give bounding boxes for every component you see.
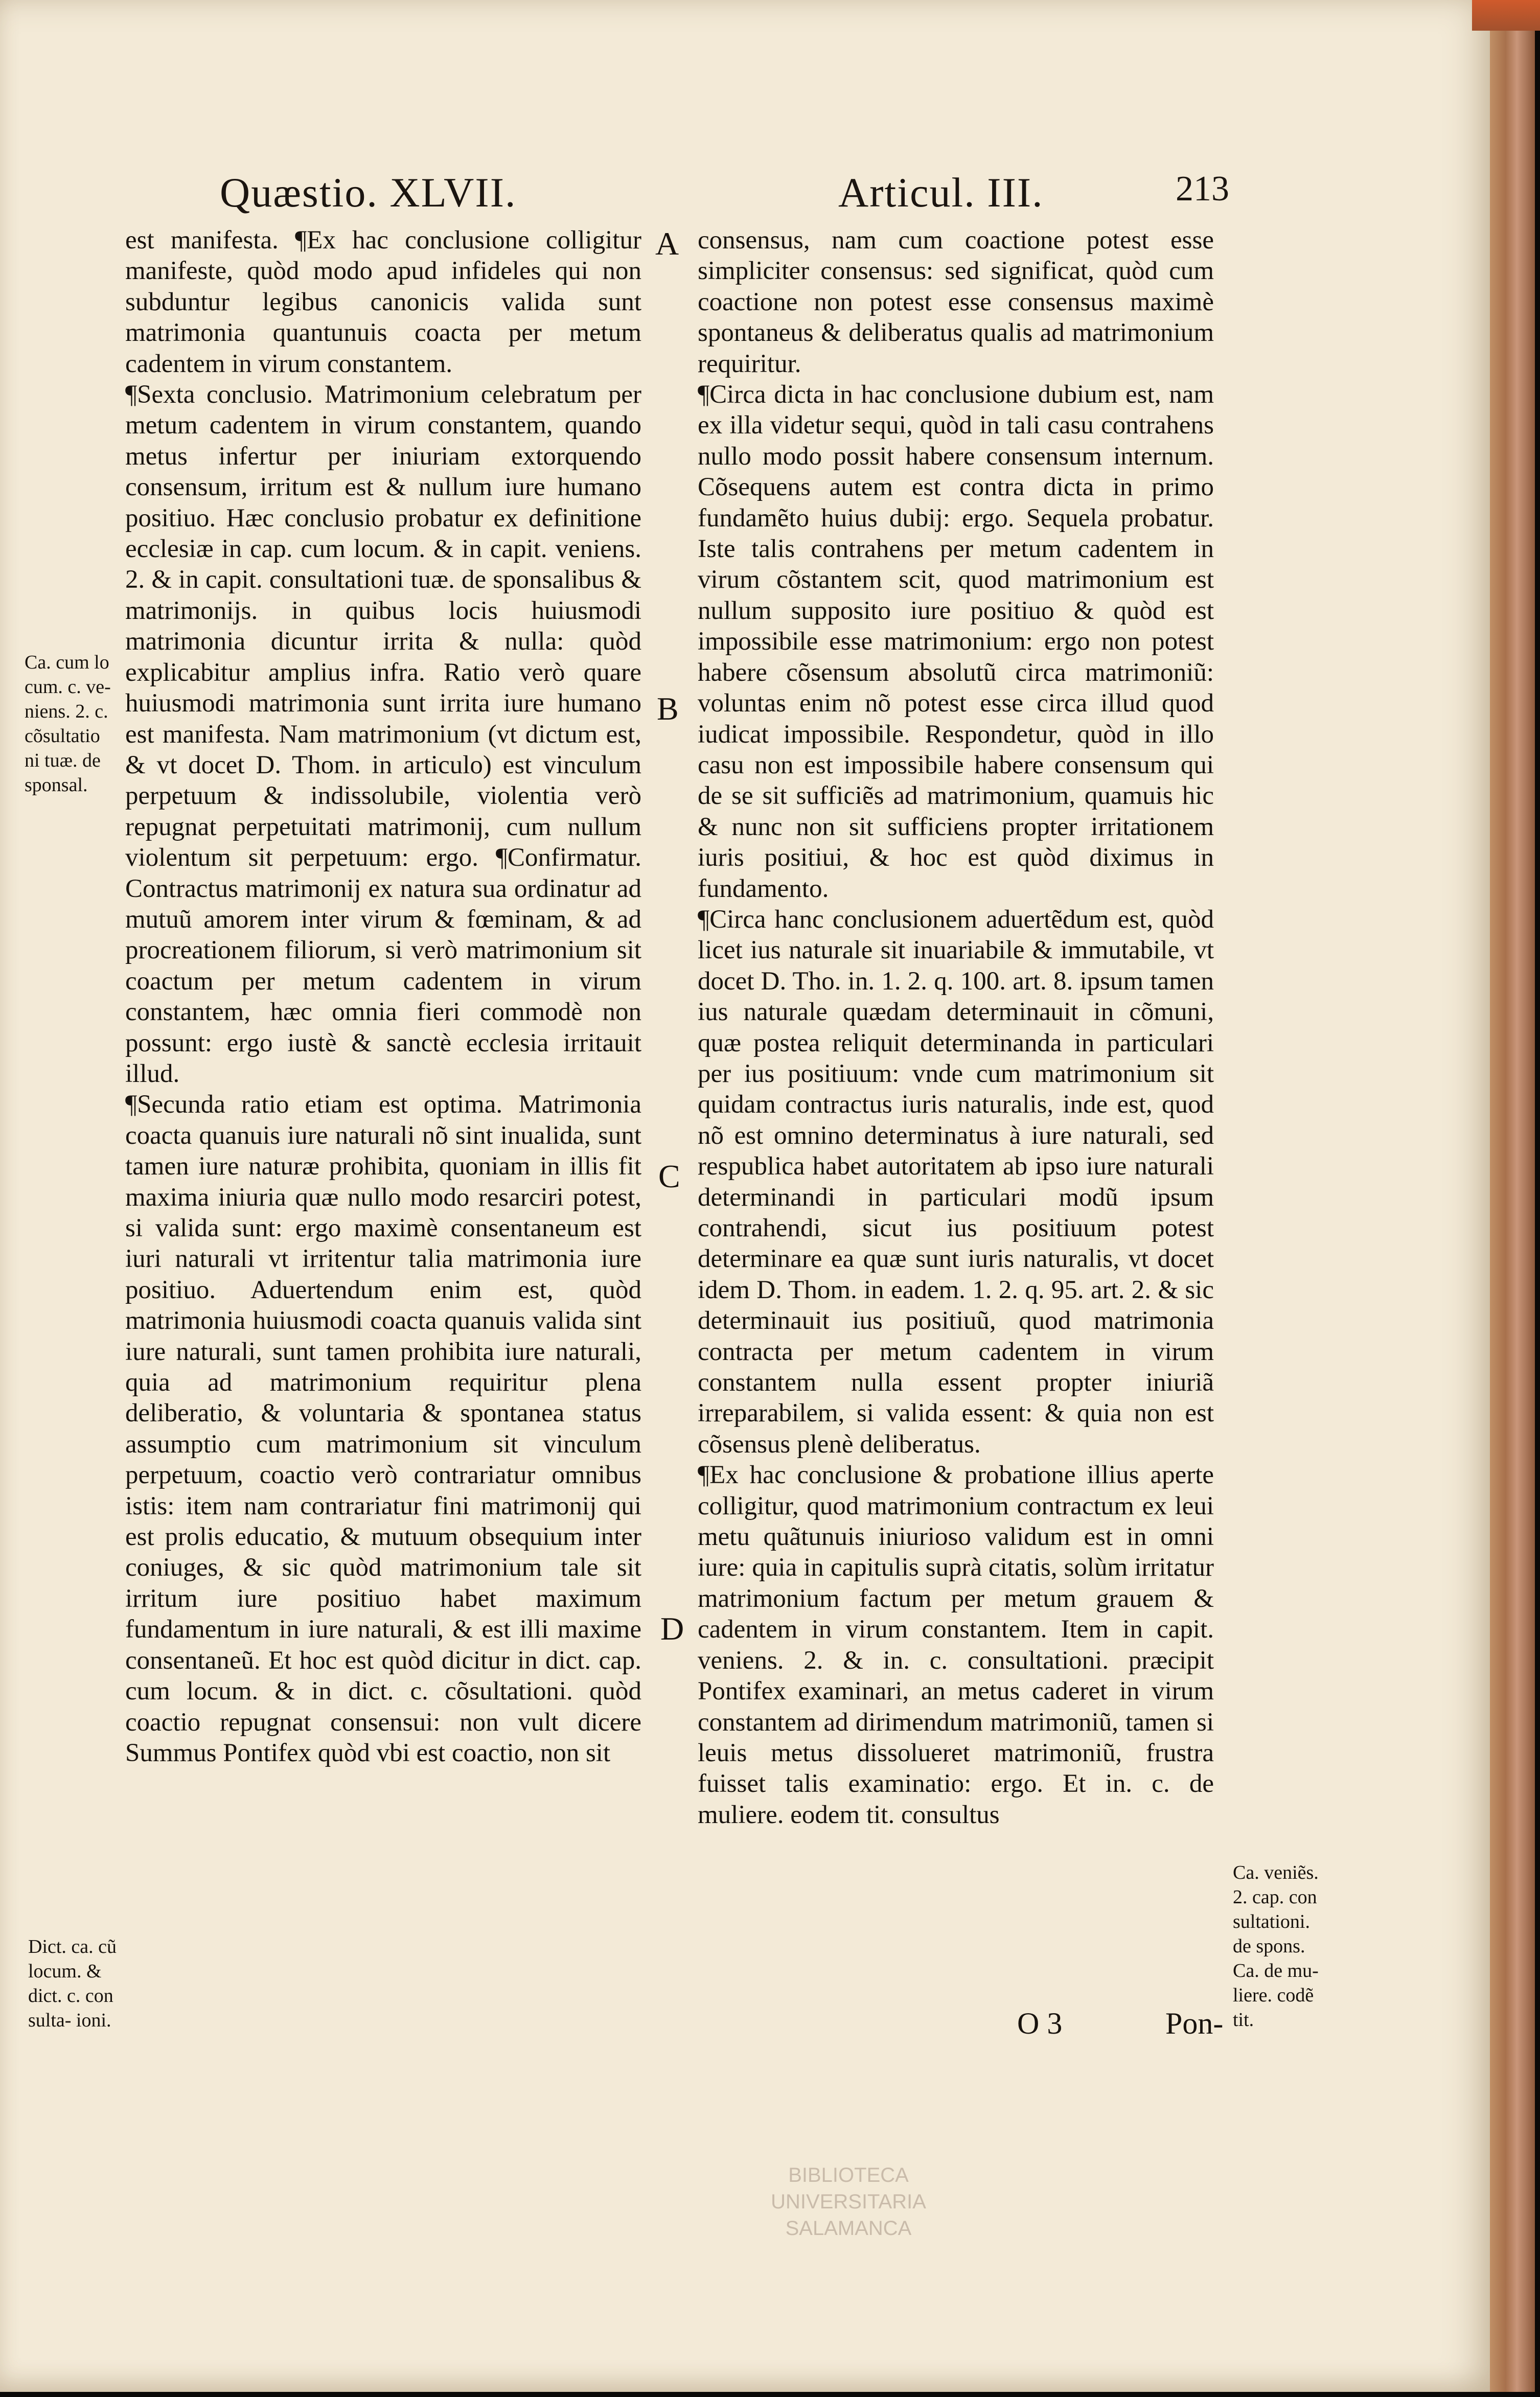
signature-mark: O 3: [1017, 2007, 1063, 2040]
left-column: [125, 225, 641, 1768]
paragraph: consensus, nam cum coactione potest esse simpliciter consensus: sed significat, quòd cum coactione non potest esse consensus maximè spontaneus & deliberatus qualis ad matrimonium requiritur.: [698, 226, 1214, 378]
library-stamp: BIBLIOTECA UNIVERSITARIA SALAMANCA: [771, 2164, 926, 2240]
paragraph: ¶Circa dicta in hac conclusione dubium est, nam ex illa videtur sequi, quòd in tali casu contrahens nullo modo possit habere consensum internum. Cõsequens autem est contra dicta in primo fundamẽto huius dubij: ergo. Sequela probatur. Iste talis contrahens per metum cadentem in virum cõstantem scit, quod matrimonium est nullum supposito iure positiuo & quòd est impossibile esse matrimonium: ergo non potest habere cõsensum absolutũ circa matrimoniũ: voluntas enim nõ potest esse circa illud quod iudicat impossibile. Respondetur, quòd in illo casu non est impossibile habere consensum qui de se sit sufficiẽs ad matrimonium, quamuis hic & nunc non sit sufficiens propter irritationem iuris positiui, & hoc est quòd diximus in fundamento.: [698, 380, 1214, 903]
section-letter-a: A: [655, 225, 679, 262]
folio-number: 213: [1176, 169, 1229, 209]
paragraph: est manifesta. ¶Ex hac conclusione colligitur manifeste, quòd modo apud infideles qui non subduntur legibus canonicis valida sunt matrimonia quantunuis coacta per metum cadentem in virum constantem.: [125, 226, 641, 378]
margin-note: Ca. cum lo cum. c. ve- niens. 2. c. cõsultatio ni tuæ. de sponsal.: [25, 652, 111, 796]
margin-note: Ca. veniẽs. 2. cap. con sultationi. de spons. Ca. de mu- liere. codẽ tit.: [1233, 1862, 1319, 2031]
paragraph: ¶Secunda ratio etiam est optima. Matrimonia coacta quanuis iure naturali nõ sint inualida, sunt tamen iure naturæ prohibita, quoniam in illis fit maxima iniuria quæ nullo modo resarciri potest, si valida sunt: ergo maximè consentaneum est iuri naturali vt irritentur talia matrimonia iure positiuo. Aduertendum enim est, quòd matrimonia huiusmodi coacta quanuis valida sint iure naturali, sunt tamen prohibita iure naturali, quia ad matrimonium requiritur plena deliberatio, & voluntaria & spontanea status assumptio cum matrimonium sit vinculum perpetuum, coactio verò contrariatur omnibus istis: item nam contrariatur fini matrimonij qui est prolis educatio, & mutuum obsequium inter coniuges, & sic quòd matrimonium tale sit irritum iure positiuo habet maximum fundamentum in iure naturali, & est illi maxime consentaneũ. Et hoc est quòd dicitur in dict. cap. cum locum. & in dict. c. cõsultationi. quòd coactio repugnat consensui: non vult dicere Summus Pontifex quòd vbi est coactio, non sit: [125, 1090, 641, 1767]
margin-note: Dict. ca. cũ locum. & dict. c. con sulta- ioni.: [28, 1936, 117, 2031]
paragraph: ¶Circa hanc conclusionem aduertẽdum est, quòd licet ius naturale sit inuariabile & immutabile, vt docet D. Tho. in. 1. 2. q. 100. art. 8. ipsum tamen ius naturale quædam determinauit in cõmuni, quæ postea reliquit determinanda in particulari per ius positiuum: vnde cum matrimonium sit quidam contractus iuris naturalis, inde est, quod nõ est omnino determinatus à iure naturali, sed respublica habet autoritatem ab ipso iure naturali determinandi in particulari modũ ipsum contrahendi, sicut ius positiuum potest determinare ea quæ sunt iuris naturalis, vt docet idem D. Thom. in eadem. 1. 2. q. 95. art. 2. & sic determinauit ius positiuũ, quod matrimonia contracta per metum cadentem in virum constantem nulla essent propter iniuriã irreparabilem, si valida essent: & quia non est cõsensus plenè deliberatus.: [698, 905, 1214, 1459]
running-head-right: Articul. III.: [838, 169, 1044, 216]
section-letter-c: C: [658, 1158, 680, 1194]
page-edge: [1490, 20, 1535, 2392]
paragraph: ¶Sexta conclusio. Matrimonium celebratum per metum cadentem in virum constantem, quando metus infertur per iniuriam extorquendo consensum, irritum est & nullum iure humano positiuo. Hæc conclusio probatur ex definitione ecclesiæ in cap. cum locum. & in capit. veniens. 2. & in capit. consultationi tuæ. de sponsalibus & matrimonijs. in quibus locis huiusmodi matrimonia dicuntur irrita & nulla: quòd explicabitur amplius infra. Ratio verò quare huiusmodi matrimonia sunt irrita iure humano est manifesta. Nam matrimonium (vt dictum est, & vt docet D. Thom. in articulo) est vinculum perpetuum & indissolubile, violentia verò repugnat perpetuitati matrimonij, cum nullum violentum sit perpetuum: ergo. ¶Confirmatur. Contractus matrimonij ex natura sua ordinatur ad mutuũ amorem inter virum & fœminam, & ad procreationem filiorum, si verò matrimonium sit coactum per metum cadentem in virum constantem, hæc omnia fieri commodè non possunt: ergo iustè & sanctè ecclesia irritauit illud.: [125, 380, 641, 1088]
section-letter-b: B: [657, 690, 679, 727]
running-head-left: Quæstio. XLVII.: [220, 169, 517, 216]
paragraph: ¶Ex hac conclusione & probatione illius aperte colligitur, quod matrimonium contractum ex leui metu quãtunuis iniurioso validum est in omni iure: quia in capitulis suprà citatis, solùm irritatur matrimonium factum per metum grauem & cadentem in virum constantem. Item in capit. veniens. 2. & in. c. consultationi. præcipit Pontifex examinari, an metus caderet in virum constantem ad dirimendum matrimoniũ, tamen si leuis metus dissolueret matrimoniũ, frustra fuisset talis examinatio: ergo. Et in. c. de muliere. eodem tit. consultus: [698, 1461, 1214, 1829]
page-edge-top: [1472, 0, 1540, 31]
section-letter-d: D: [660, 1610, 684, 1647]
right-column: [698, 225, 1214, 1830]
catchword: Pon-: [1165, 2007, 1224, 2040]
